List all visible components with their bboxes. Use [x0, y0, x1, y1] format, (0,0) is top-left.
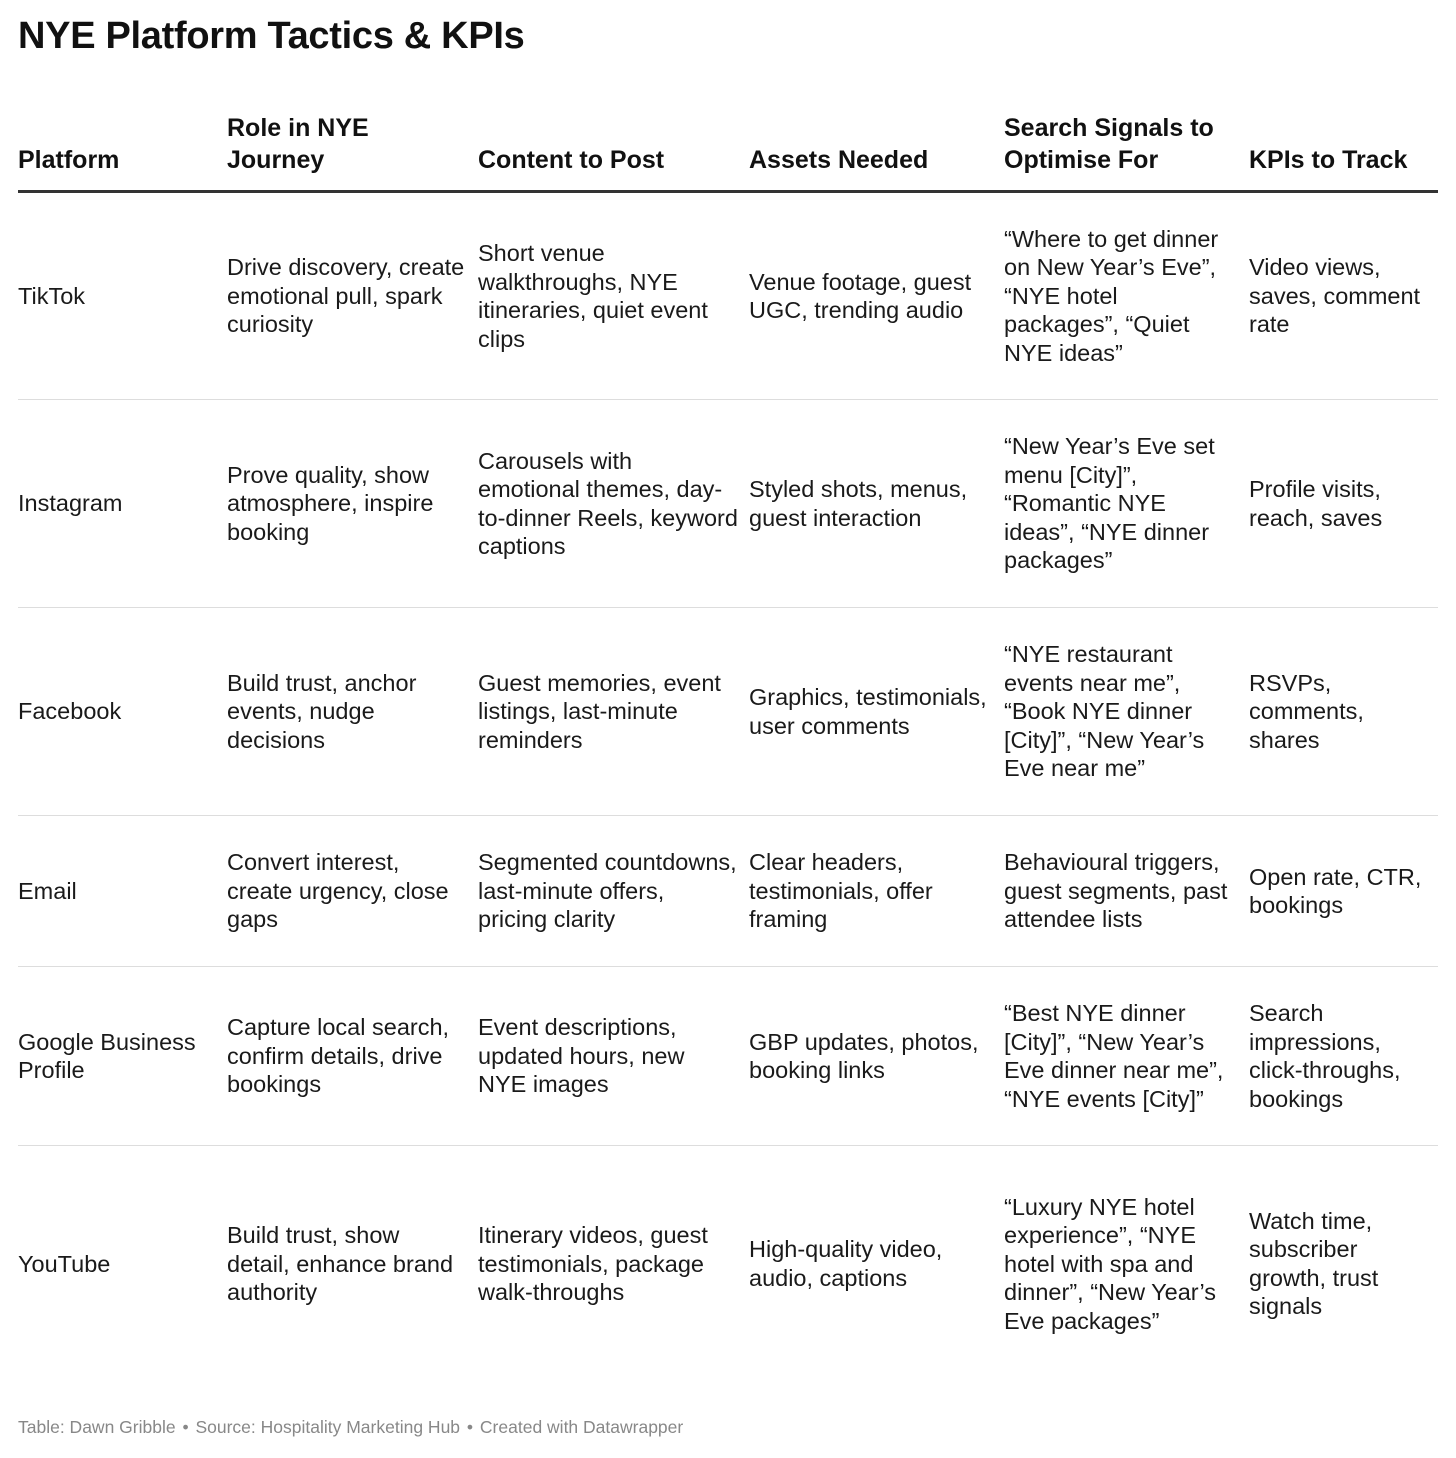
column-header-content: Content to Post [478, 104, 749, 192]
cell-kpis: Watch time, subscriber growth, trust signals [1249, 1207, 1379, 1320]
cell-search-signals: “NYE restaurant events near me”, “Book NYE dinner [City]”, “New Year’s Eve near me” [1004, 608, 1249, 816]
table-row [18, 816, 1438, 967]
cell-assets: GBP updates, photos, booking links [749, 967, 1004, 1146]
cell-assets: Clear headers, testimonials, offer framing [749, 816, 1004, 967]
column-header-kpis: KPIs to Track [1249, 104, 1438, 192]
cell-content: Event descriptions, updated hours, new NYE images [478, 967, 749, 1146]
cell-platform: Google Business Profile [18, 967, 227, 1146]
table-row [18, 967, 1438, 1146]
cell-search-signals: Behavioural triggers, guest segments, past attendee lists [1004, 816, 1249, 967]
cell-role: Drive discovery, create emotional pull, spark curiosity [227, 192, 478, 400]
cell-assets: High-quality video, audio, captions [749, 1236, 943, 1291]
column-header-role: Role in NYE Journey [227, 104, 478, 192]
footer-table-credit: Table: Dawn Gribble [18, 1417, 176, 1437]
table-footer [18, 1417, 683, 1438]
table-header-row [18, 104, 1438, 192]
column-header-assets: Assets Needed [749, 104, 1004, 192]
cell-assets: Graphics, testimonials, user comments [749, 608, 1004, 816]
cell-search-signals: “Best NYE dinner [City]”, “New Year’s Eve dinner near me”, “NYE events [City]” [1004, 967, 1249, 1146]
cell-kpis: Open rate, CTR, bookings [1249, 816, 1438, 967]
table-row [18, 1146, 1438, 1382]
footer-separator: • [182, 1417, 189, 1437]
cell-platform: Facebook [18, 608, 227, 816]
footer-separator: • [466, 1417, 474, 1437]
cell-role: Prove quality, show atmosphere, inspire booking [227, 400, 478, 608]
table-row [18, 608, 1438, 816]
column-header-platform: Platform [18, 104, 227, 192]
platform-tactics-table [18, 104, 1438, 1382]
cell-role: Capture local search, confirm details, drive bookings [227, 967, 478, 1146]
cell-content: Short venue walkthroughs, NYE itineraries, quiet event clips [478, 192, 749, 400]
cell-kpis: RSVPs, comments, shares [1249, 608, 1438, 816]
table-row [18, 400, 1438, 608]
page-title: NYE Platform Tactics & KPIs [18, 15, 525, 57]
cell-content: Guest memories, event listings, last-minute reminders [478, 608, 749, 816]
table-row [18, 192, 1438, 400]
column-header-search-signals: Search Signals to Optimise For [1004, 104, 1249, 192]
cell-platform: YouTube [18, 1250, 111, 1277]
footer-created-with: Created with Datawrapper [479, 1417, 684, 1437]
cell-assets: Styled shots, menus, guest interaction [749, 400, 1004, 608]
cell-kpis: Profile visits, reach, saves [1249, 400, 1438, 608]
cell-assets: Venue footage, guest UGC, trending audio [749, 192, 1004, 400]
cell-role: Convert interest, create urgency, close gaps [227, 816, 478, 967]
footer-source: Source: Hospitality Marketing Hub [195, 1417, 461, 1437]
cell-content: Carousels with emotional themes, day-to-dinner Reels, keyword captions [478, 400, 749, 608]
cell-platform: Instagram [18, 400, 227, 608]
cell-platform: TikTok [18, 192, 227, 400]
cell-role: Build trust, anchor events, nudge decisions [227, 608, 478, 816]
cell-role: Build trust, show detail, enhance brand authority [227, 1222, 454, 1305]
cell-kpis: Search impressions, click-throughs, bookings [1249, 967, 1438, 1146]
cell-platform: Email [18, 816, 227, 967]
cell-content: Itinerary videos, guest testimonials, package walk-throughs [478, 1222, 708, 1305]
cell-content: Segmented countdowns, last-minute offers, pricing clarity [478, 816, 749, 967]
cell-kpis: Video views, saves, comment rate [1249, 192, 1438, 400]
cell-search-signals: “Where to get dinner on New Year’s Eve”, “NYE hotel packages”, “Quiet NYE ideas” [1004, 192, 1249, 400]
cell-search-signals: “Luxury NYE hotel experience”, “NYE hotel with spa and dinner”, “New Year’s Eve packages” [1004, 1193, 1217, 1334]
cell-search-signals: “New Year’s Eve set menu [City]”, “Romantic NYE ideas”, “NYE dinner packages” [1004, 400, 1249, 608]
